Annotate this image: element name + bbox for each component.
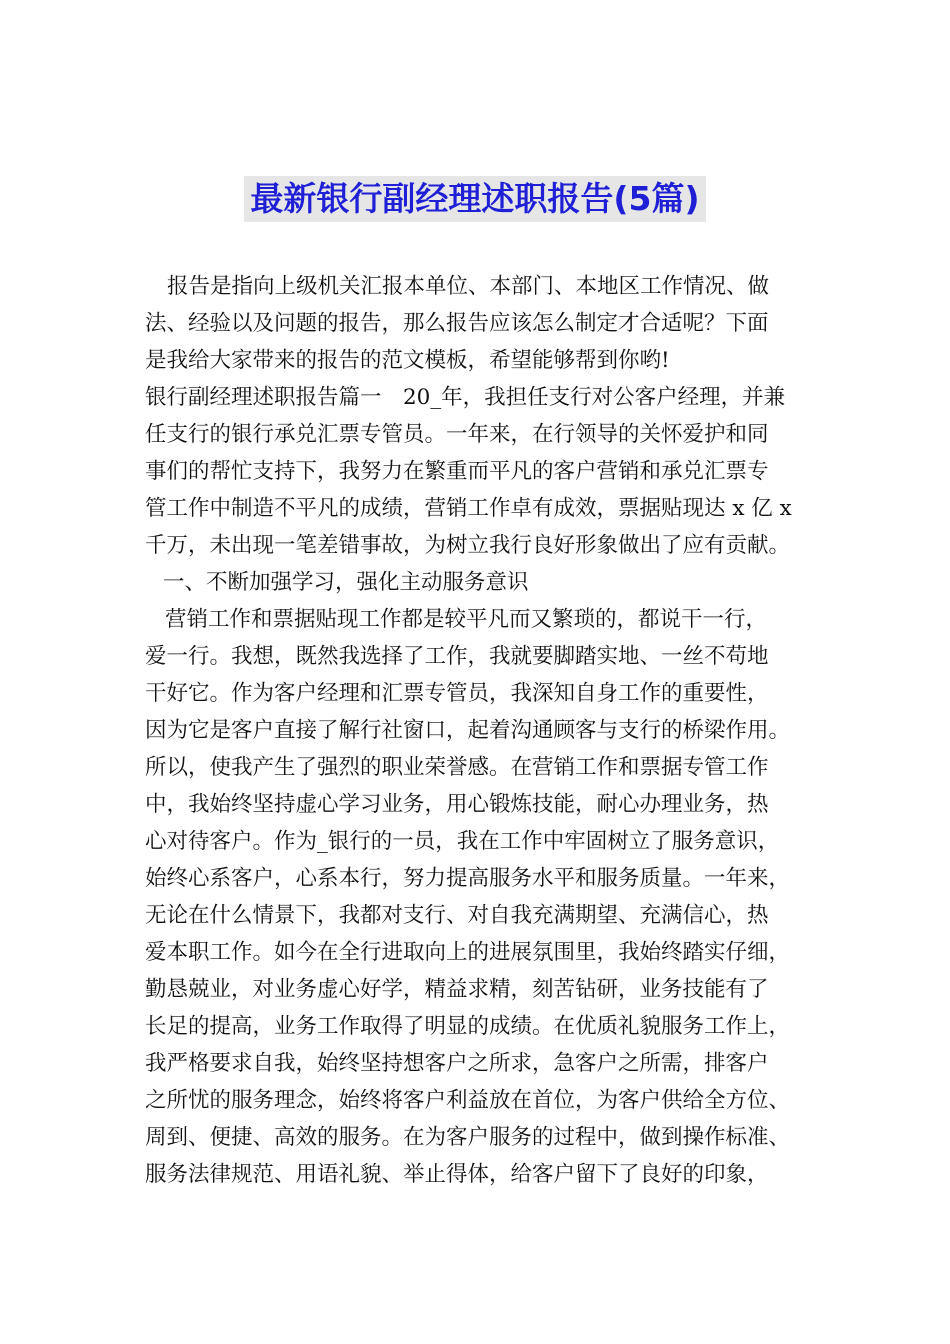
paragraph-line: 我严格要求自我，始终坚持想客户之所求，急客户之所需，排客户 <box>145 1051 769 1076</box>
paragraph-line: 周到、便捷、高效的服务。在为客户服务的过程中，做到操作标准、 <box>145 1125 791 1150</box>
paragraph-line: 心对待客户。作为_银行的一员，我在工作中牢固树立了服务意识， <box>145 829 780 854</box>
paragraph-line: 始终心系客户，心系本行，努力提高服务水平和服务质量。一年来， <box>145 866 791 891</box>
paragraph-line: 爱本职工作。如今在全行进取向上的进展氛围里，我始终踏实仔细， <box>145 940 791 965</box>
paragraph-line: 所以，使我产生了强烈的职业荣誉感。在营销工作和票据专管工作 <box>145 755 769 780</box>
paragraph-line: 因为它是客户直接了解行社窗口，起着沟通顾客与支行的桥梁作用。 <box>145 718 791 743</box>
paragraph-line: 勤恳兢业，对业务虚心好学，精益求精，刻苦钻研，业务技能有了 <box>145 977 769 1002</box>
paragraph-line: 任支行的银行承兑汇票专管员。一年来，在行领导的关怀爱护和同 <box>145 422 769 447</box>
paragraph-line: 干好它。作为客户经理和汇票专管员，我深知自身工作的重要性， <box>145 681 769 706</box>
paragraph-line: 报告是指向上级机关汇报本单位、本部门、本地区工作情况、做 <box>167 274 770 299</box>
paragraph-line: 服务法律规范、用语礼貌、举止得体，给客户留下了良好的印象， <box>145 1162 769 1187</box>
paragraph-line: 之所忧的服务理念，始终将客户利益放在首位，为客户供给全方位、 <box>145 1088 791 1113</box>
paragraph-line: 是我给大家带来的报告的范文模板，希望能够帮到你哟! <box>145 348 670 373</box>
paragraph-line: 中，我始终坚持虚心学习业务，用心锻炼技能，耐心办理业务，热 <box>145 792 769 817</box>
paragraph-line: 银行副经理述职报告篇一 20_年，我担任支行对公客户经理，并兼 <box>145 385 786 410</box>
paragraph-line: 千万，未出现一笔差错事故，为树立我行良好形象做出了应有贡献。 <box>145 533 791 558</box>
paragraph-line: 爱一行。我想，既然我选择了工作，我就要脚踏实地、一丝不苟地 <box>145 644 769 669</box>
title-container <box>0 176 950 222</box>
paragraph-line: 事们的帮忙支持下，我努力在繁重而平凡的客户营销和承兑汇票专 <box>145 459 769 484</box>
section-heading: 一、不断加强学习，强化主动服务意识 <box>163 570 529 595</box>
paragraph-line: 管工作中制造不平凡的成绩，营销工作卓有成效，票据贴现达 x 亿 x <box>145 496 792 521</box>
paragraph-line: 长足的提高，业务工作取得了明显的成绩。在优质礼貌服务工作上， <box>145 1014 791 1039</box>
document-body <box>145 268 835 1193</box>
paragraph-line: 营销工作和票据贴现工作都是较平凡而又繁琐的，都说干一行， <box>165 607 768 632</box>
paragraph-line: 法、经验以及问题的报告，那么报告应该怎么制定才合适呢？下面 <box>145 311 769 336</box>
document-title: 最新银行副经理述职报告(5篇) <box>244 176 705 222</box>
paragraph-line: 无论在什么情景下，我都对支行、对自我充满期望、充满信心，热 <box>145 903 769 928</box>
